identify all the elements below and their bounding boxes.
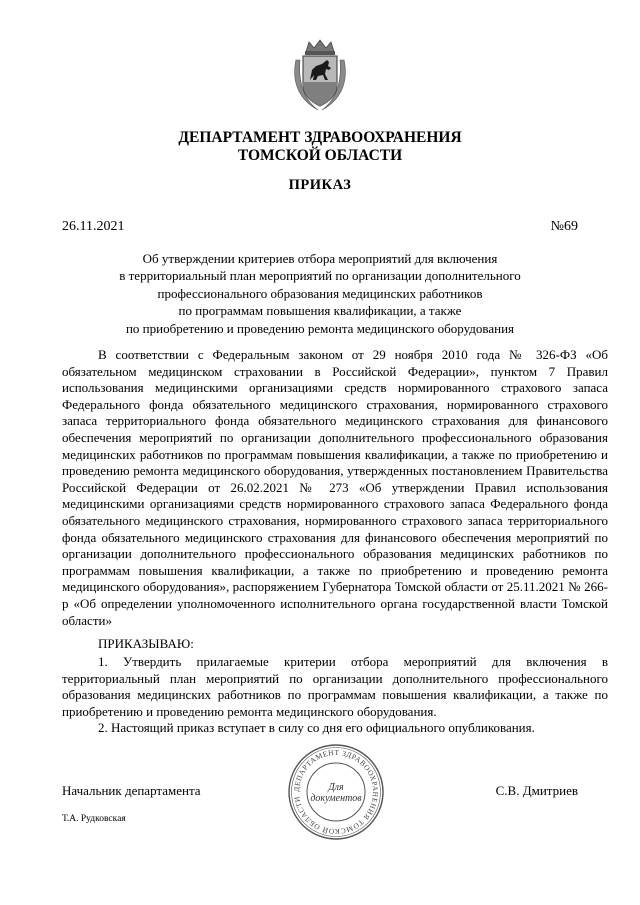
signatory-position: Начальник департамента [62,783,201,798]
executor-name: Т.А. Рудковская [62,814,126,824]
order-word: ПРИКАЗЫВАЮ: [98,636,194,651]
department-name-line2: ТОМСКОЙ ОБЛАСТИ [237,147,403,164]
coat-of-arms-icon [292,38,348,112]
document-date: 26.11.2021 [62,219,125,234]
preamble [62,347,608,629]
subject-line: по программам повышения квалификации, а также [178,303,462,319]
order-item: 2. Настоящий приказ вступает в силу со дня его официального опубликования. [98,720,535,736]
document-subject [62,250,578,337]
subject-line: профессионального образования медицинских работников [157,285,483,301]
stamp-text-line2: документов [310,793,362,804]
stamp-text-line1: Для [328,782,344,793]
preamble-paragraph: В соответствии с Федеральным законом от 29 ноября 2010 года № 326-ФЗ «Об обязательном медицинском страховании в Российской Федерации», пунктом 7 Правил использования медицинскими организациями средств нормированного страхового запаса Федерального фонда обязательного медицинского страхования, нормированного страхового запаса территориального фонда обязательного медицинского страхования для финансового обеспечения мероприятий по организации дополнительного профессионального образования медицинских работников по программам повышения квалификации, а также по приобретению и проведению ремонта медицинского оборудования, утвержденных постановлением Правительства Российской Федерации от 26.02.2021 № 273 «Об утверждении Правил использования медицинскими организациями средств нормированного страхового запаса Федерального фонда обязательного медицинского страхования, нормированного страхового запаса территориального фонда обязательного медицинского страхования для финансового обеспечения мероприятий по организации дополнительного профессионального образования медицинских работников по программам повышения квалификации, а также по приобретению и проведению ремонта медицинского оборудования», распоряжением Губернатора Томской области от 25.11.2021 № 266-р «Об определении уполномоченного исполнительного органа государственной власти Томской области» [62,347,608,628]
document-number: №69 [550,219,578,234]
stamp-ring-text: ДЕПАРТАМЕНТ ЗДРАВООХРАНЕНИЯ ТОМСКОЙ ОБЛАСТИ [291,747,381,837]
document-type-title: ПРИКАЗ [288,177,352,193]
subject-line: Об утверждении критериев отбора мероприятий для включения [142,251,498,266]
order-item: 1. Утвердить прилагаемые критерии отбора мероприятий для включения в территориальный план мероприятий по организации дополнительного профессионального образования медицинских работников по программам повышения квалификации, а также по приобретению и проведению ремонта медицинского оборудования. [62,654,608,719]
signatory-name: С.В. Дмитриев [495,783,578,798]
subject-line: по приобретению и проведению ремонта медицинского оборудования [125,320,515,336]
department-name-line1: ДЕПАРТАМЕНТ ЗДРАВООХРАНЕНИЯ [178,129,462,146]
order-items [62,654,608,737]
subject-line: в территориальный план мероприятий по организации дополнительного [119,268,521,284]
stamp-seal [286,742,386,842]
